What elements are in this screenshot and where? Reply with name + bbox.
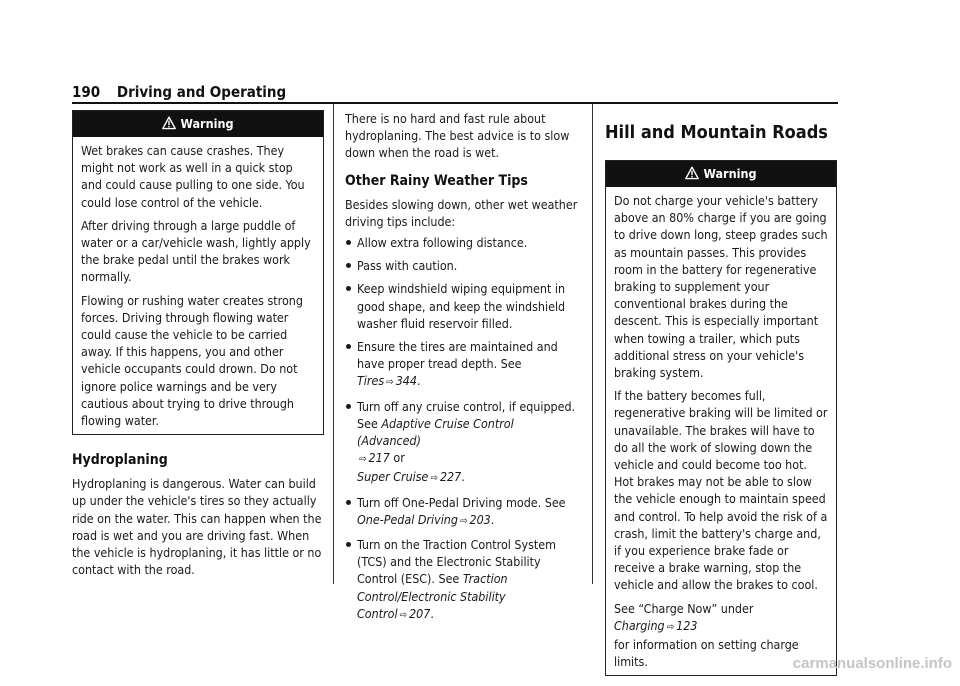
page-ref-arrow-icon: ⇨ [459, 515, 468, 527]
link-charging[interactable]: Charging [614, 617, 665, 633]
warning-paragraph: Flowing or rushing water creates strong forces. Driving through flowing water could cause the vehicle to be carried away. If this happens, you and other vehicle occupants could drown. Do not ignore police warnings and be very cautious about trying to drive through flowing water. [81, 292, 303, 429]
list-item-text: Turn off any cruise control, if equipped. See [357, 398, 576, 431]
page-ref-arrow-icon: ⇨ [666, 621, 675, 633]
paragraph-text: for information on setting charge limits. [614, 637, 799, 670]
page-ref-super-cruise[interactable]: 227 [439, 469, 462, 485]
page-ref-charging[interactable]: 123 [676, 617, 698, 633]
warning-triangle-icon [162, 116, 176, 130]
list-item [345, 494, 579, 530]
list-item-text: Allow extra following distance. [357, 235, 528, 251]
punctuation: . [461, 469, 465, 485]
list-item [345, 234, 579, 251]
bullet-icon [346, 240, 351, 245]
warning-paragraph: After driving through a large puddle of water or a car/vehicle wash, lightly apply the brake pedal until the brakes work normally. [81, 217, 311, 285]
list-item [345, 398, 579, 488]
list-item-text: or [393, 450, 405, 466]
warning-paragraph: Do not charge your vehicle's battery above an 80% charge if you are going to drive down long, steep grades such as mountain passes. This provides room in the battery for regenerative braking to supplement your conventional brakes during the descent. This is especially important when towing a trailer, which puts additional stress on your vehicle's braking system. [614, 193, 828, 381]
list-item-text: Keep windshield wiping equipment in good shape, and keep the windshield washer fluid reservoir filled. [357, 281, 566, 331]
column-2 [345, 110, 579, 630]
link-traction-control[interactable]: Traction Control/Electronic Stability Control [357, 571, 508, 621]
heading-hydroplaning: Hydroplaning [72, 452, 168, 469]
warning-paragraph: If the battery becomes full, regenerative braking will be limited or unavailable. The brakes will have to do all the work of slowing down the vehicle and could become too hot. Hot brakes may not be able to slow the vehicle enough to maintain speed and control. To help avoid the risk of a crash, limit the battery's charge and, if you experience brake fade or receive a brake warning, stop the vehicle and allow the brakes to cool. [614, 388, 828, 593]
link-one-pedal[interactable]: One-Pedal Driving [357, 511, 458, 527]
bullet-icon [346, 286, 351, 291]
heading-rainy-tips: Other Rainy Weather Tips [345, 172, 528, 189]
warning-header [73, 111, 323, 137]
punctuation: . [490, 511, 495, 527]
list-item-text: Turn on the Traction Control System (TCS) and the Electronic Stability Control (ESC). See [357, 537, 557, 587]
list-item [345, 536, 579, 624]
page-ref-arrow-icon: ⇨ [386, 377, 394, 389]
section-title: Driving and Operating [116, 83, 287, 101]
hydroplaning-advice: There is no hard and fast rule about hydroplaning. The best advice is to slow down when the road is wet. [345, 111, 570, 161]
watermark: carmanualsonline.info [792, 655, 952, 672]
page-ref-adaptive-cruise[interactable]: 217 [368, 450, 390, 466]
warning-box-hill-roads [605, 160, 837, 676]
page-ref-arrow-icon: ⇨ [359, 454, 367, 466]
warning-label: Warning [703, 166, 757, 181]
list-item-text: Pass with caution. [357, 258, 458, 274]
page-ref-arrow-icon: ⇨ [430, 473, 438, 485]
list-item [345, 338, 579, 392]
column-3 [605, 110, 837, 686]
column-divider-2 [592, 104, 593, 584]
punctuation: . [430, 605, 434, 621]
bullet-icon [346, 500, 351, 505]
heading-hill-mountain-roads: Hill and Mountain Roads [605, 122, 828, 143]
page-ref-one-pedal[interactable]: 203 [469, 511, 491, 527]
bullet-icon [346, 344, 351, 349]
link-adaptive-cruise[interactable]: Adaptive Cruise Control (Advanced) [357, 415, 514, 449]
warning-paragraph: Wet brakes can cause crashes. They might not work as well in a quick stop and could cause pulling to one side. You could lose control of the vehicle. [81, 143, 305, 210]
page-ref-tires[interactable]: 344 [395, 373, 417, 389]
warning-body [73, 137, 323, 434]
list-item-text: Ensure the tires are maintained and have proper tread depth. See [357, 339, 558, 372]
header-rule [72, 102, 838, 104]
page-ref-arrow-icon: ⇨ [399, 609, 408, 621]
link-super-cruise[interactable]: Super Cruise [357, 469, 429, 485]
list-item [345, 280, 579, 332]
page-number: 190 [72, 83, 101, 101]
column-divider-1 [333, 104, 334, 584]
warning-box-wet-brakes [72, 110, 324, 435]
bullet-icon [346, 263, 351, 268]
warning-body [606, 187, 836, 675]
page-ref-traction-control[interactable]: 207 [409, 605, 431, 621]
tips-list [345, 234, 579, 624]
list-item-text: Turn off One-Pedal Driving mode. See [357, 494, 566, 510]
column-1 [72, 110, 324, 584]
list-item [345, 257, 579, 274]
bullet-icon [346, 542, 351, 547]
warning-header [606, 161, 836, 187]
bullet-icon [346, 404, 351, 409]
hydroplaning-text: Hydroplaning is dangerous. Water can build up under the vehicle's tires so they actually ride on the water. This can happen when the road is wet and you are driving fast. When the vehicle is hydroplaning, it has little or no contact with the road. [72, 476, 322, 578]
warning-triangle-icon [685, 166, 699, 180]
punctuation: . [416, 373, 421, 389]
link-tires[interactable]: Tires [357, 373, 385, 389]
warning-label: Warning [180, 116, 234, 131]
tips-intro: Besides slowing down, other wet weather driving tips include: [345, 196, 578, 229]
paragraph-text: See “Charge Now” under [614, 600, 754, 616]
